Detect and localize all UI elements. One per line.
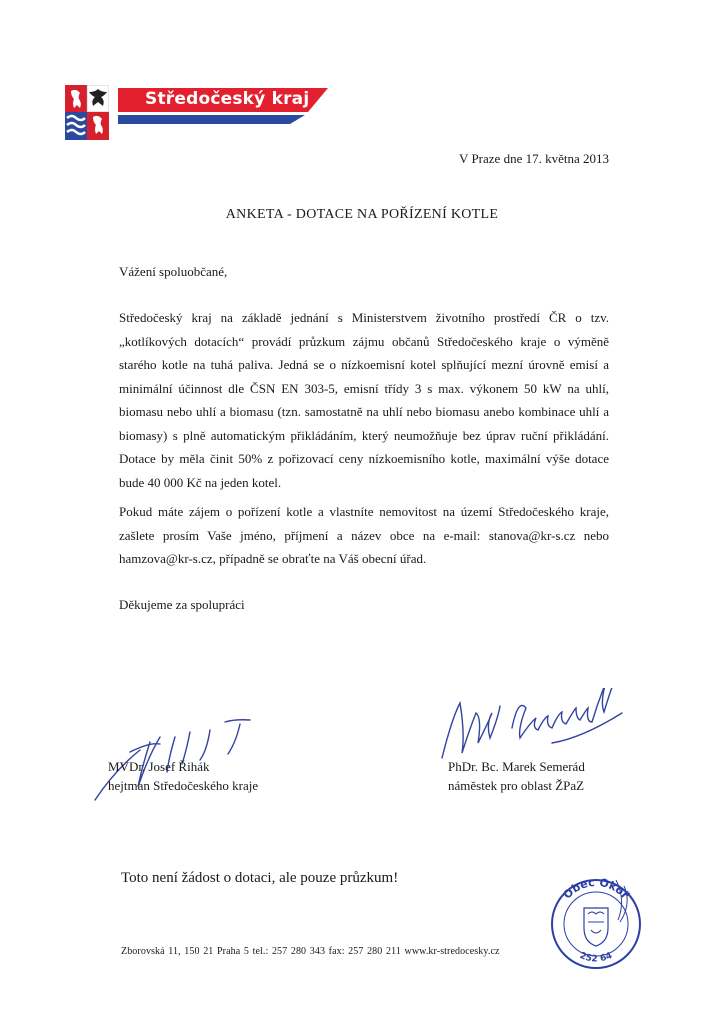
signatory-2-role: náměstek pro oblast ŽPaZ bbox=[448, 778, 585, 793]
signatory-1-name: MVDr. Josef Řihák bbox=[108, 759, 210, 774]
municipal-stamp bbox=[546, 868, 646, 976]
document-title: ANKETA - DOTACE NA POŘÍZENÍ KOTLE bbox=[225, 207, 499, 222]
closing-thanks: Děkujeme za spolupráci bbox=[119, 597, 245, 612]
signatory-1-role: hejtman Středočeského kraje bbox=[108, 778, 259, 793]
coat-of-arms-logo bbox=[65, 85, 109, 140]
svg-text:252 64 bbox=[578, 951, 614, 965]
body-paragraph-2: Pokud máte zájem o pořízení kotle a vlastníte nemovitost na území Středočeského kraje, zašlete prosím Vaše jméno, příjmení a název obce na e-mail: stanova@kr-s.cz nebo hamzova@kr-s.cz, případně se obraťte na Váš obecní úřad. bbox=[119, 504, 609, 566]
stamp-bottom-text: 252 64 bbox=[578, 950, 614, 965]
footer-contact: Zborovská 11, 150 21 Praha 5 tel.: 257 280 343 fax: 257 280 211 www.kr-stredocesky.cz bbox=[121, 946, 500, 957]
body-paragraph-1: Středočeský kraj na základě jednání s Ministerstvem životního prostředí ČR o tzv. „kotlíkových dotacích“ provádí průzkum zájmu občanů Středočeského kraje o výměně starého kotle na tuhá paliva. Jedná se o nízkoemisní kotel splňující mezní úrovně emisí a minimální účinnost dle ČSN EN 303-5, emisní třídy 3 s max. výkonem 50 kW na uhlí, biomasu nebo uhlí a biomasu (tzn. samostatně na uhlí nebo biomasu anebo kombinace uhlí a biomasy) s plně automatickým přikládáním, který neumožňuje bez úprav ruční přikládání. Dotace by měla činit 50% z pořizovací ceny nízkoemisního kotle, maximální výše dotace bude 40 000 Kč na jeden kotel. bbox=[119, 310, 609, 490]
brand-name: Středočeský kraj bbox=[145, 89, 310, 109]
date-line: V Praze dne 17. května 2013 bbox=[459, 151, 609, 166]
stamp-top-text: Obec Okoř bbox=[560, 875, 632, 902]
salutation: Vážení spoluobčané, bbox=[119, 264, 228, 279]
notice-line: Toto není žádost o dotaci, ale pouze průzkum! bbox=[121, 870, 399, 886]
signatory-2-name: PhDr. Bc. Marek Semerád bbox=[448, 759, 585, 774]
